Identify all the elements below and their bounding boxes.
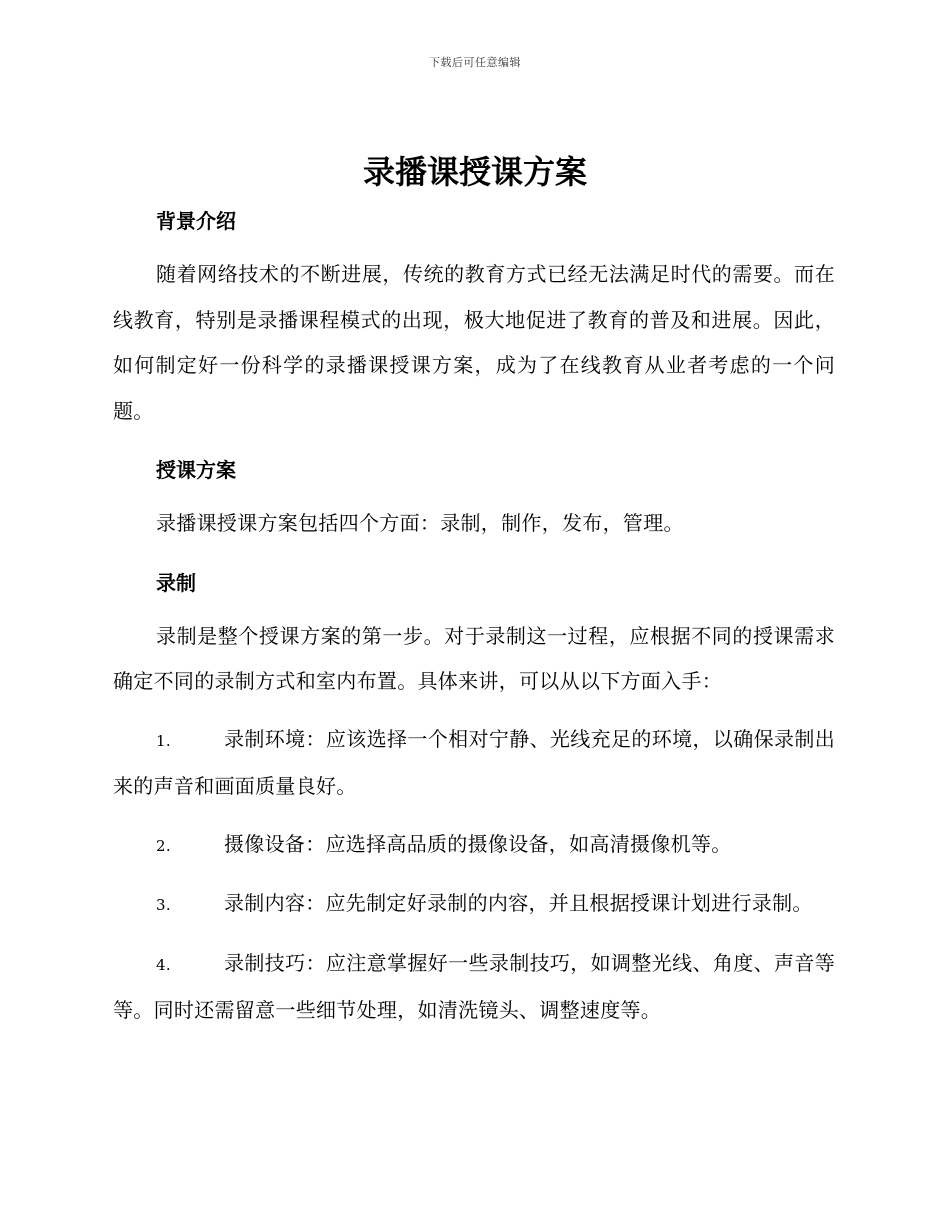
document-title: 录播课授课方案 [362, 153, 587, 191]
section-heading-plan: 授课方案 [156, 458, 236, 482]
list-item-text: 摄像设备：应选择高品质的摄像设备，如高清摄像机等。 [224, 831, 732, 856]
list-item-number: 2. [156, 836, 171, 855]
list-item-number: 1. [156, 731, 171, 750]
list-item [113, 881, 835, 929]
paragraph-plan: 录播课授课方案包括四个方面：录制，制作，发布，管理。 [156, 511, 684, 535]
section-heading-recording: 录制 [156, 570, 196, 595]
list-item-text: 录制技巧：应注意掌握好一些录制技巧，如调整光线、角度、声音等等。同时还需留意一些细节处理，如清洗镜头、调整速度等。 [113, 950, 835, 1022]
list-item [113, 717, 835, 810]
list-item-text: 录制内容：应先制定好录制的内容，并且根据授课计划进行录制。 [224, 891, 813, 915]
paragraph-recording: 录制是整个授课方案的第一步。对于录制这一过程，应根据不同的授课需求确定不同的录制方式和室内布置。具体来讲，可以从以下方面入手： [113, 623, 835, 693]
list-item [113, 822, 835, 870]
header-note: 下载后可任意编辑 [429, 56, 521, 69]
list-item-number: 3. [156, 896, 171, 914]
list-item [113, 941, 835, 1034]
paragraph-background: 随着网络技术的不断进展，传统的教育方式已经无法满足时代的需要。而在线教育，特别是录播课程模式的出现，极大地促进了教育的普及和进展。因此，如何制定好一份科学的录播课授课方案，成为了在线教育从业者考虑的一个问题。 [113, 262, 835, 423]
section-heading-background: 背景介绍 [156, 209, 236, 233]
document-body [113, 205, 835, 1034]
list-item-number: 4. [156, 955, 171, 974]
list-item-text: 录制环境：应该选择一个相对宁静、光线充足的环境，以确保录制出来的声音和画面质量良好。 [113, 726, 835, 798]
